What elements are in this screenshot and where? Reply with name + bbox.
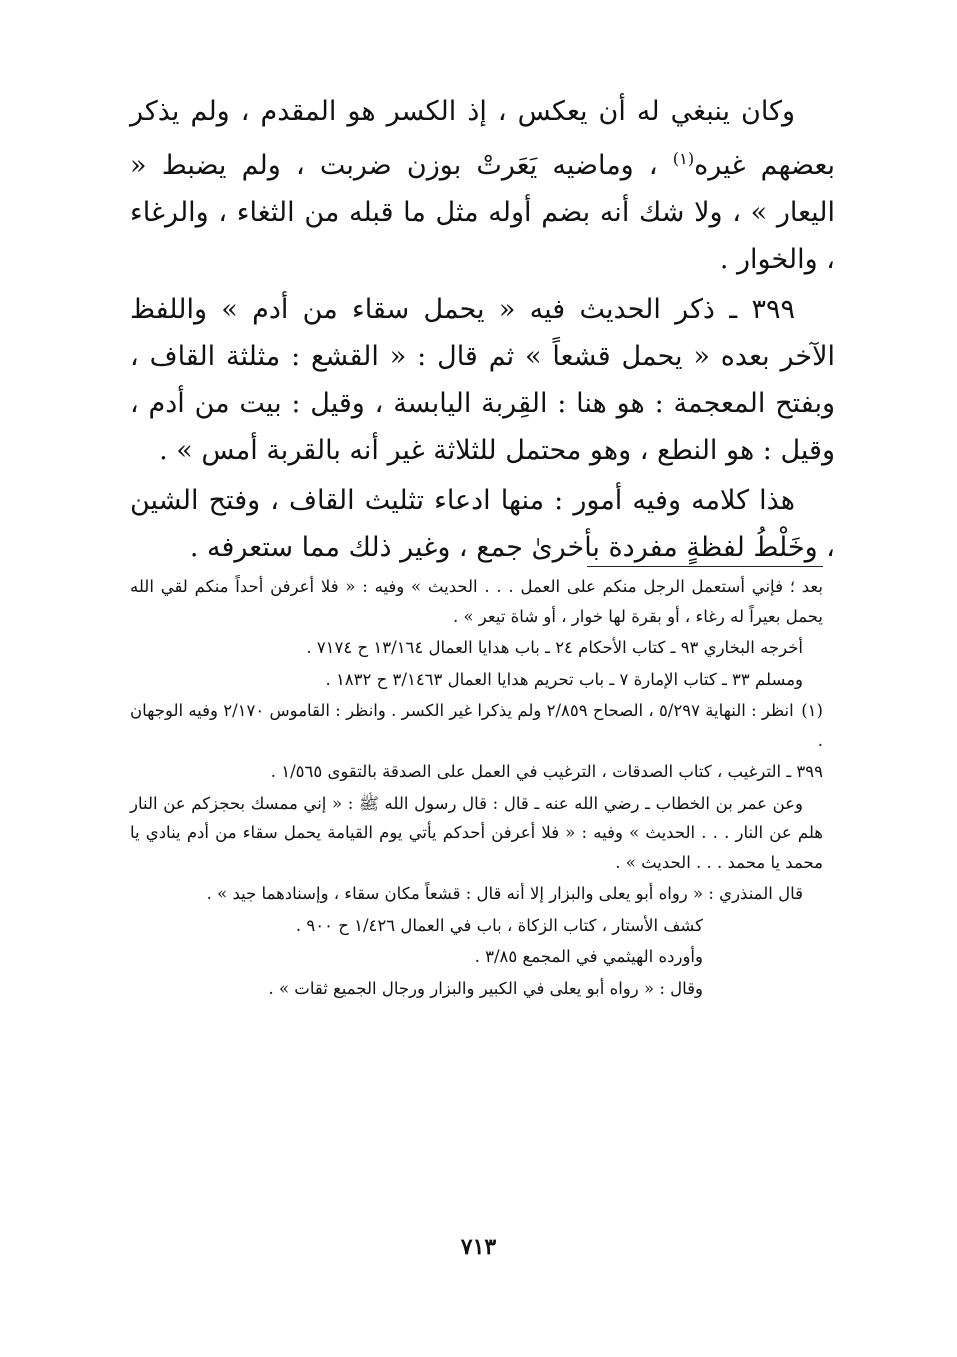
paragraph-2: ٣٩٩ ـ ذكر الحديث فيه « يحمل سقاء من أدم » واللفظ الآخر بعده « يحمل قشعاً » ثم قال : « القشع : مثلثة القاف ، وبفتح المعجمة : هو هنا : القِربة اليابسة ، وقيل : بيت من أدم ، وقيل : هو النطع ، وهو محتمل للثلاثة غير أنه بالقربة أمس » . xyxy=(130,294,835,466)
footnotes-section xyxy=(130,572,823,1005)
footnote-hadith-text: وعن عمر بن الخطاب ـ رضي الله عنه ـ قال : قال رسول الله ﷺ : « إني ممسك بحجزكم عن النار هلم عن النار . . . الحديث » وفيه : « فلا أعرفن أحدكم يأتي يوم القيامة يحمل سقاء من أدم ينادي يا محمد يا محمد . . . الحديث » . xyxy=(130,793,823,872)
footnote-399-number: ٣٩٩ ـ xyxy=(786,762,823,781)
footnote-1-text: انظر : النهاية ٥/٢٩٧ ، الصحاح ٢/٨٥٩ ولم يذكرا غير الكسر . وانظر : القاموس ٢/١٧٠ وفيه الوجهان . xyxy=(130,701,823,750)
footnote-reference: (١) xyxy=(672,149,695,168)
footnote-separator xyxy=(587,566,823,567)
paragraph-1-text: وكان ينبغي له أن يعكس ، إذ الكسر هو المقدم ، ولم يذكر بعضهم غيره xyxy=(130,96,835,181)
footnote-haythami-quote: وقال : « رواه أبو يعلى في الكبير والبزار ورجال الجميع ثقات » . xyxy=(268,978,703,998)
footnote-1 xyxy=(130,696,823,755)
footnote-source-bukhari: أخرجه البخاري ٩٣ ـ كتاب الأحكام ٢٤ ـ باب هدايا العمال ١٣/١٦٤ ح ٧١٧٤ . xyxy=(306,638,803,657)
page-number: ٧١٣ xyxy=(460,1234,497,1260)
main-text-body xyxy=(130,88,835,574)
footnote-haythami: وأورده الهيثمي في المجمع ٣/٨٥ . xyxy=(474,947,703,966)
footnote-1-number: (١) xyxy=(801,701,823,720)
paragraph-3: هذا كلامه وفيه أمور : منها ادعاء تثليث القاف ، وفتح الشين ، وخَلْطُ لفظةٍ مفردة بأخرىٰ جمع ، وغير ذلك مما ستعرفه . xyxy=(130,485,835,563)
paragraph-1 xyxy=(130,88,835,283)
paragraph-1-continuation: ، وماضيه يَعَرتْ بوزن ضربت ، ولم يضبط « اليعار » ، ولا شك أنه بضم أوله مثل ما قبله من الثغاء ، والرغاء ، والخوار . xyxy=(130,150,835,275)
footnote-mundhiri: قال المنذري : « رواه أبو يعلى والبزار إلا أنه قال : قشعاً مكان سقاء ، وإسنادهما جيد » . xyxy=(206,884,803,903)
footnote-kashf-al-astar: كشف الأستار ، كتاب الزكاة ، باب في العمال ١/٤٢٦ ح ٩٠٠ . xyxy=(295,915,703,935)
footnote-source-muslim: ومسلم ٣٣ ـ كتاب الإمارة ٧ ـ باب تحريم هدايا العمال ٣/١٤٦٣ ح ١٨٣٢ . xyxy=(325,669,803,689)
footnote-399-text: الترغيب ، كتاب الصدقات ، الترغيب في العمل على الصدقة بالتقوى ١/٥٦٥ . xyxy=(270,762,782,781)
footnote-continuation: بعد ؛ فإني أستعمل الرجل منكم على العمل . . . الحديث » وفيه : « فلا أعرفن أحداً منكم لقي الله يحمل بعيراً له رغاء ، أو بقرة لها خوار ، أو شاة تيعر » . xyxy=(130,577,823,626)
footnote-399 xyxy=(130,757,823,787)
